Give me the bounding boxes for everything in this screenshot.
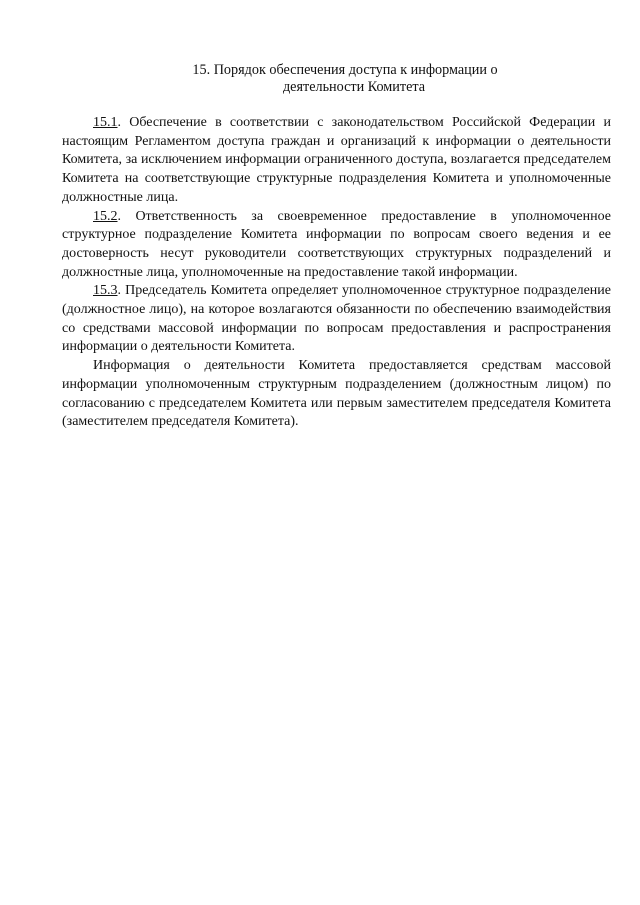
paragraph-text: Информация о деятельности Комитета предоставляется средствам массовой информации уполномоченным структурным подразделением (должностным лицом) по согласованию с председателем Комитета или первым заместителем председателя Комитета (заместителем председателя Комитета). (62, 358, 611, 430)
paragraph-number: 15.3 (93, 283, 118, 299)
paragraph-15-2 (62, 208, 611, 283)
paragraph-text: . Ответственность за своевременное предоставление в уполномоченное структурное подразделение Комитета информации по вопросам своего ведения и ее достоверность несут руководители соответствующих структурных подразделений и должностные лица, уполномоченные на предоставление такой информации. (62, 208, 611, 280)
section-body (62, 114, 611, 432)
section-title (0, 62, 640, 96)
section-title-line-1: 15. Порядок обеспечения доступа к информации о (192, 62, 498, 78)
section-title-line-2: деятельности Комитета (282, 79, 426, 95)
paragraph-text: . Обеспечение в соответствии с законодательством Российской Федерации и настоящим Регламентом доступа граждан и организаций к информации о деятельности Комитета, за исключением информации ограниченного доступа, возлагается председателем Комитета на соответствующие структурные подразделения Комитета и уполномоченные должностные лица. (62, 115, 611, 205)
paragraph-number: 15.1 (93, 115, 118, 130)
paragraph-15-1 (62, 114, 611, 208)
paragraph-information (62, 357, 611, 432)
paragraph-number: 15.2 (93, 208, 118, 224)
paragraph-text: . Председатель Комитета определяет уполномоченное структурное подразделение (должностное лицо), на которое возлагаются обязанности по обеспечению взаимодействия со средствами массовой информации по вопросам предоставления и распространения информации о деятельности Комитета. (62, 283, 611, 355)
paragraph-15-3 (62, 282, 611, 357)
